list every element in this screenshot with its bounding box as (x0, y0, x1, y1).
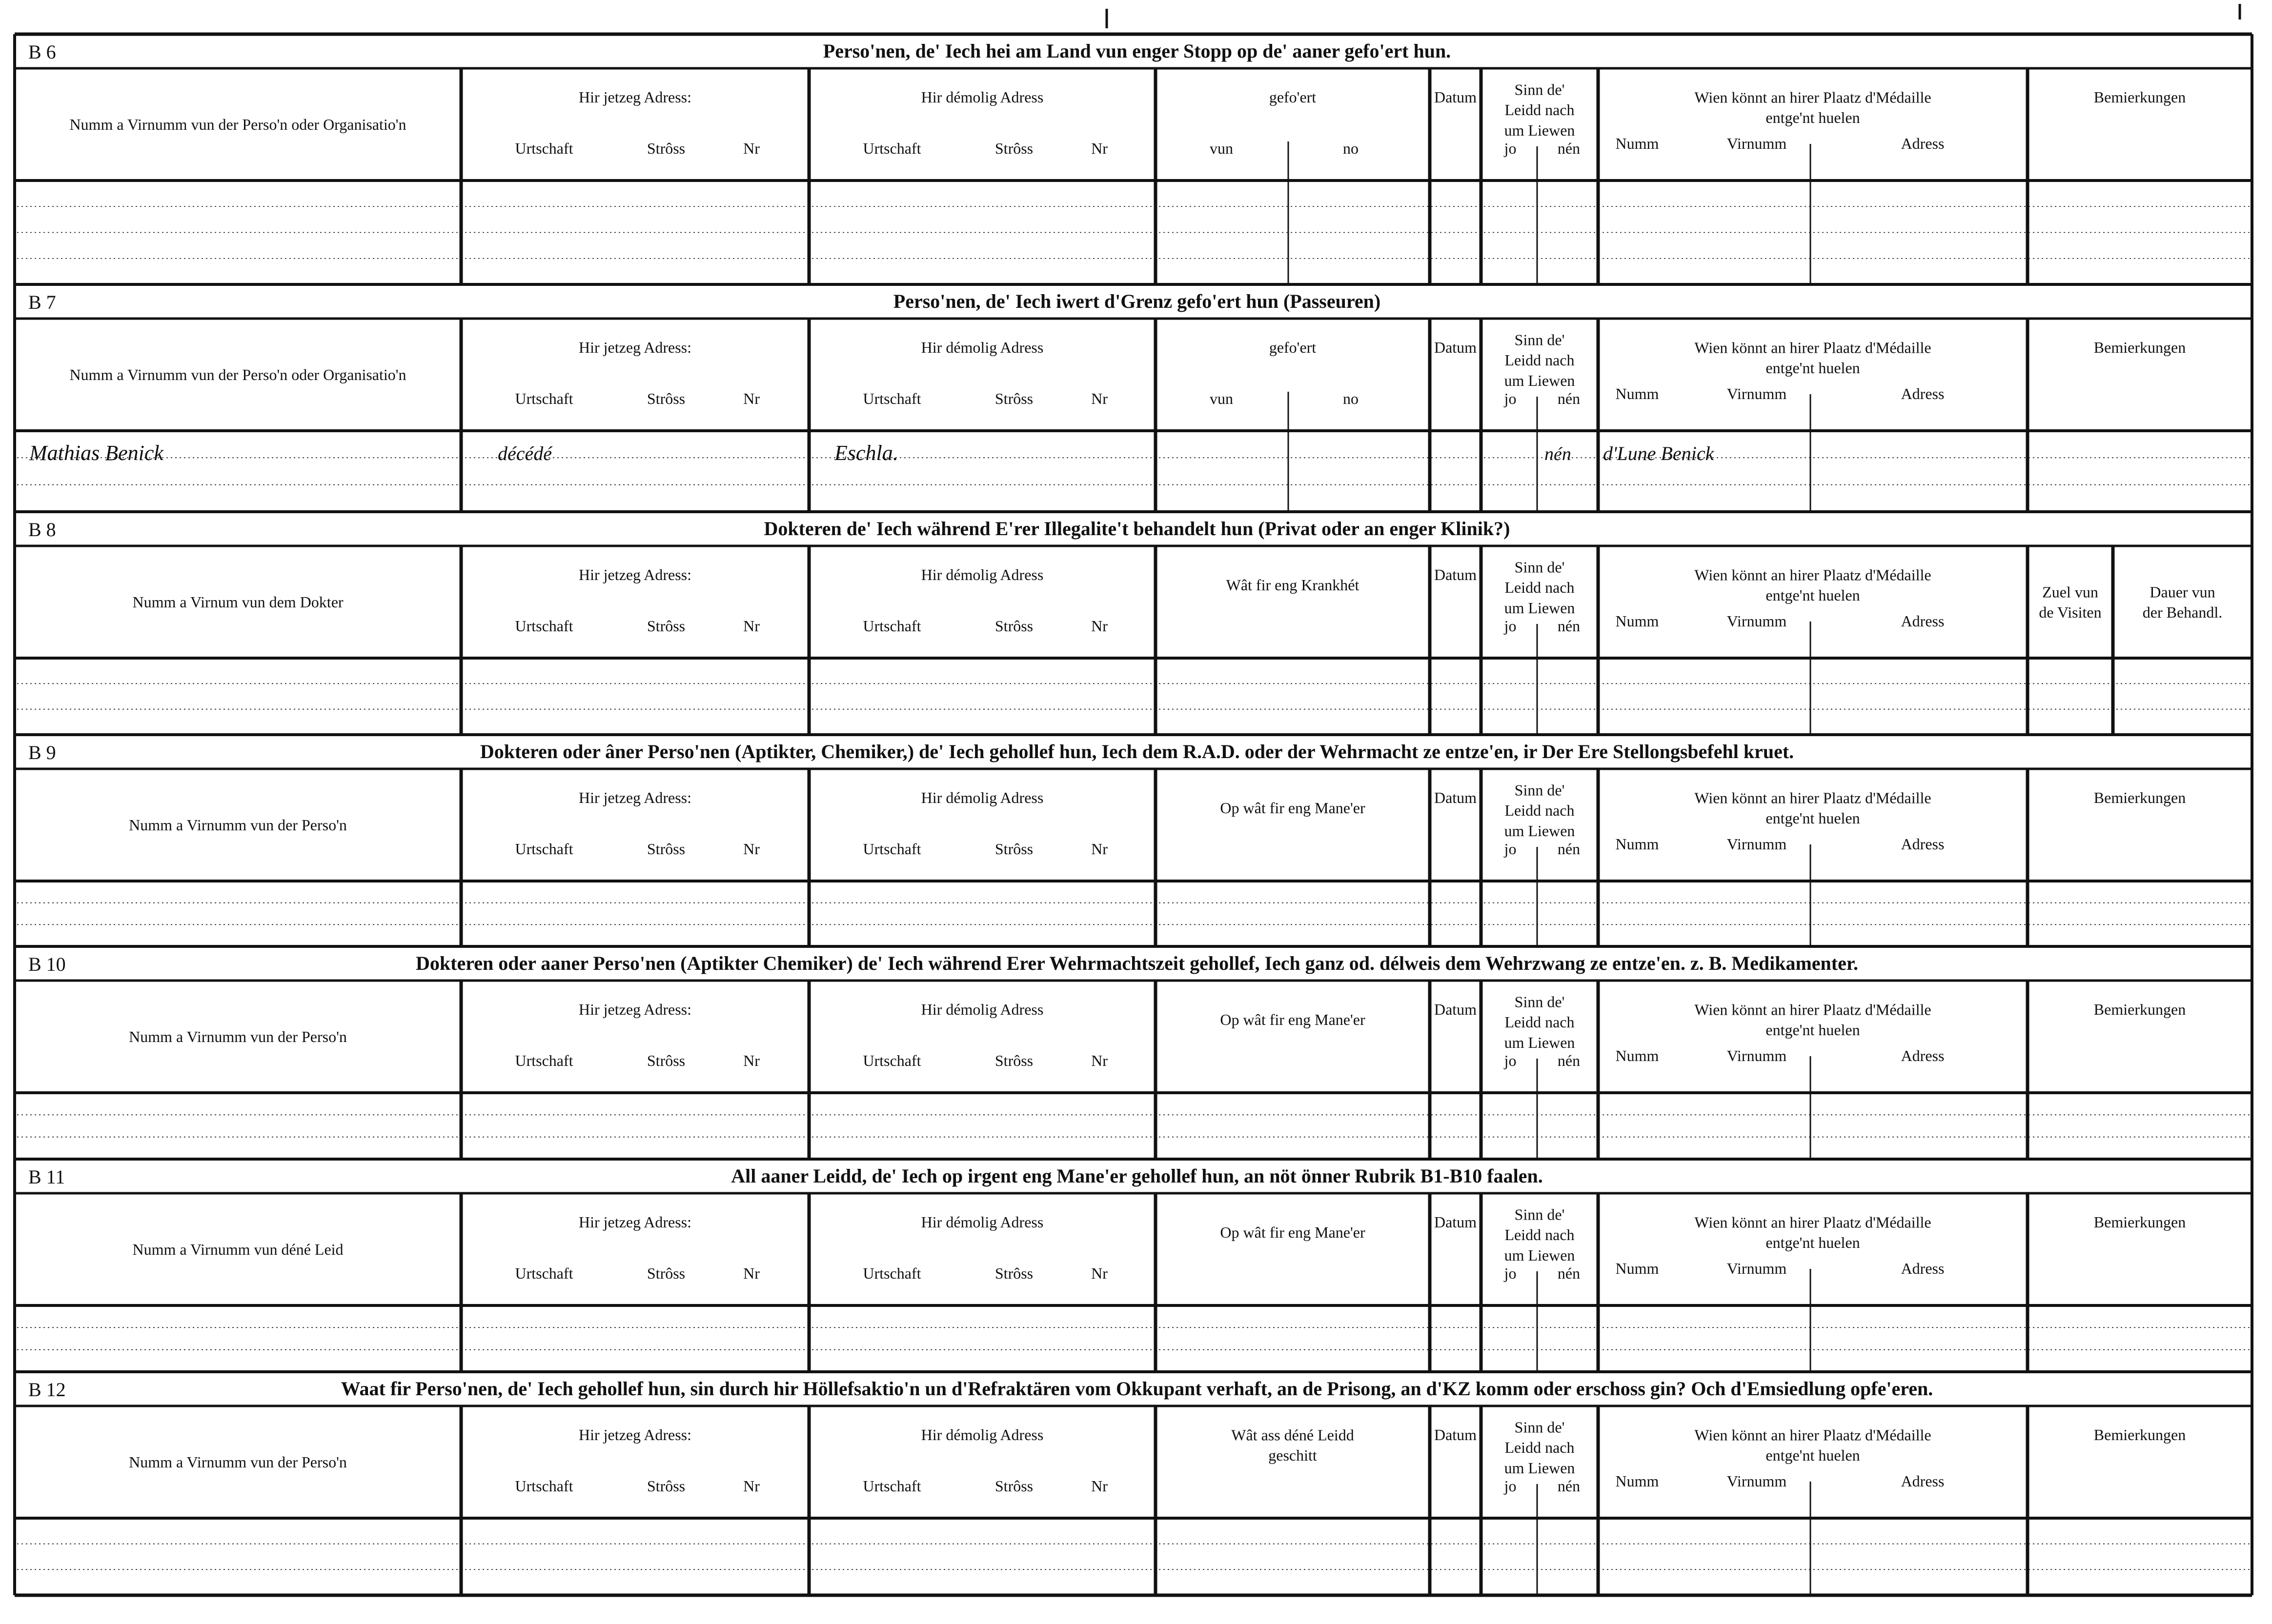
entry-name[interactable]: Mathias Benick (29, 441, 163, 465)
column-header-name: Numm a Virnum vun dem Dokter (132, 593, 344, 611)
column-header-third: Wât fir eng Krankhét (1226, 576, 1359, 594)
sub-label-jo: jo (1504, 1264, 1517, 1282)
column-header-name: Numm a Virnumm vun der Perso'n oder Organisatio'n (69, 366, 406, 384)
sub-label-virnumm: Virnumm (1726, 835, 1787, 853)
sub-label-adress: Adress (1901, 1047, 1945, 1064)
sub-label-nr: Nr (743, 1477, 760, 1495)
section-code: B 12 (28, 1379, 66, 1401)
sub-label-nr: Nr (1091, 140, 1108, 157)
sub-label-nr: Nr (743, 390, 760, 407)
sub-label-urtschaft: Urtschaft (863, 1052, 921, 1069)
sub-label-jo: jo (1504, 140, 1517, 157)
sub-label-nr: Nr (1091, 1477, 1108, 1495)
sub-label-numm: Numm (1615, 1260, 1659, 1277)
column-header-sinn-leidd: Sinn de' (1514, 1205, 1565, 1223)
sub-label-nr: Nr (743, 840, 760, 858)
sub-label-nen: nén (1557, 840, 1581, 858)
column-header-duration: der Behandl. (2142, 603, 2223, 621)
column-header-sinn-leidd: Leidd nach (1504, 351, 1575, 369)
column-header-former-address: Hir démolig Adress (921, 789, 1044, 806)
sub-label-nen: nén (1557, 140, 1581, 157)
entry-current-address[interactable]: décédé (498, 442, 552, 464)
column-header-medal: Wien könnt an hirer Plaatz d'Médaille (1694, 1213, 1931, 1231)
column-header-sinn-leidd: Leidd nach (1504, 579, 1575, 597)
sub-label-adress: Adress (1901, 835, 1945, 853)
sub-label-stross: Strôss (647, 1477, 686, 1495)
column-header-current-address: Hir jetzeg Adress: (578, 789, 692, 806)
column-header-sinn-leidd: Sinn de' (1514, 993, 1565, 1011)
column-header-sinn-leidd: Leidd nach (1504, 802, 1575, 820)
entry-medal-contact[interactable]: d'Lune Benick (1603, 442, 1714, 464)
sub-label-no: no (1343, 390, 1359, 407)
sub-label-stross: Strôss (994, 140, 1034, 157)
sub-label-urtschaft: Urtschaft (863, 840, 921, 858)
section-code: B 8 (28, 519, 56, 541)
sub-label-urtschaft: Urtschaft (863, 617, 921, 635)
sub-label-nen: nén (1557, 1477, 1581, 1495)
sub-label-jo: jo (1504, 1477, 1517, 1495)
sub-label-virnumm: Virnumm (1726, 385, 1787, 402)
column-header-remarks: Bemierkungen (2093, 1213, 2186, 1231)
column-header-datum: Datum (1434, 566, 1477, 583)
sub-label-stross: Strôss (994, 390, 1034, 407)
sub-label-stross: Strôss (647, 617, 686, 635)
column-header-medal: entge'nt huelen (1765, 809, 1860, 827)
sub-label-urtschaft: Urtschaft (863, 140, 921, 157)
sub-label-jo: jo (1504, 1052, 1517, 1069)
column-header-sinn-leidd: Leidd nach (1504, 1226, 1575, 1244)
sub-label-jo: jo (1504, 617, 1517, 635)
sub-label-nr: Nr (1091, 390, 1108, 407)
column-header-medal: entge'nt huelen (1765, 359, 1860, 377)
sub-label-jo: jo (1504, 390, 1517, 407)
column-header-former-address: Hir démolig Adress (921, 88, 1044, 106)
column-header-current-address: Hir jetzeg Adress: (578, 339, 692, 356)
sub-label-urtschaft: Urtschaft (515, 617, 573, 635)
section-code: B 6 (28, 41, 56, 63)
column-header-sinn-leidd: um Liewen (1504, 1459, 1575, 1477)
column-header-sinn-leidd: um Liewen (1504, 121, 1575, 139)
column-header-remarks: Bemierkungen (2093, 88, 2186, 106)
sub-label-nr: Nr (743, 1264, 760, 1282)
column-header-former-address: Hir démolig Adress (921, 339, 1044, 356)
column-header-third: Op wât fir eng Mane'er (1220, 1011, 1365, 1029)
column-header-current-address: Hir jetzeg Adress: (578, 88, 692, 106)
sub-label-nr: Nr (1091, 1052, 1108, 1069)
column-header-third: Wât ass déné Leidd (1231, 1426, 1354, 1444)
sub-label-stross: Strôss (647, 840, 686, 858)
sub-label-stross: Strôss (994, 1264, 1034, 1282)
column-header-sinn-leidd: um Liewen (1504, 371, 1575, 389)
sub-label-nr: Nr (1091, 1264, 1108, 1282)
sub-label-nr: Nr (1091, 617, 1108, 635)
sub-label-nen: nén (1557, 1264, 1581, 1282)
sub-label-virnumm: Virnumm (1726, 1047, 1787, 1064)
sub-label-vun: vun (1210, 140, 1233, 157)
column-header-visits: de Visiten (2039, 603, 2102, 621)
column-header-third: geschitt (1268, 1446, 1317, 1464)
sub-label-numm: Numm (1615, 135, 1659, 152)
column-header-datum: Datum (1434, 339, 1477, 356)
column-header-medal: Wien könnt an hirer Plaatz d'Médaille (1694, 339, 1931, 357)
sub-label-numm: Numm (1615, 835, 1659, 853)
sub-label-stross: Strôss (647, 1052, 686, 1069)
column-header-name: Numm a Virnumm vun der Perso'n (129, 1028, 347, 1046)
sub-label-urtschaft: Urtschaft (515, 1477, 573, 1495)
column-header-remarks: Bemierkungen (2093, 339, 2186, 356)
column-header-current-address: Hir jetzeg Adress: (578, 1213, 692, 1231)
column-header-current-address: Hir jetzeg Adress: (578, 566, 692, 583)
column-header-sinn-leidd: Leidd nach (1504, 1013, 1575, 1031)
column-header-medal: entge'nt huelen (1765, 1234, 1860, 1251)
sub-label-urtschaft: Urtschaft (515, 140, 573, 157)
column-header-visits: Zuel vun (2042, 583, 2098, 601)
column-header-third: Op wât fir eng Mane'er (1220, 1223, 1365, 1242)
section-title: Dokteren oder âner Perso'nen (Aptikter, Chemiker,) de' Iech gehollef hun, Iech dem R.A.D. oder der Wehrmacht ze entze'en, ir Der Ere Stellongsbefehl kruet. (480, 741, 1794, 762)
column-header-gefoert: gefo'ert (1269, 88, 1317, 106)
column-header-sinn-leidd: Sinn de' (1514, 1418, 1565, 1436)
sub-label-nr: Nr (743, 140, 760, 157)
column-header-duration: Dauer vun (2150, 583, 2215, 601)
column-header-medal: Wien könnt an hirer Plaatz d'Médaille (1694, 88, 1931, 106)
column-header-former-address: Hir démolig Adress (921, 566, 1044, 583)
sub-label-stross: Strôss (647, 140, 686, 157)
sub-label-virnumm: Virnumm (1726, 135, 1787, 152)
column-header-sinn-leidd: um Liewen (1504, 822, 1575, 840)
sub-label-numm: Numm (1615, 612, 1659, 630)
sub-label-stross: Strôss (994, 617, 1034, 635)
column-header-medal: entge'nt huelen (1765, 586, 1860, 604)
section-code: B 9 (28, 742, 56, 763)
sub-label-urtschaft: Urtschaft (863, 1264, 921, 1282)
sub-label-nen: nén (1557, 617, 1581, 635)
sub-label-virnumm: Virnumm (1726, 612, 1787, 630)
column-header-datum: Datum (1434, 1001, 1477, 1018)
column-header-medal: Wien könnt an hirer Plaatz d'Médaille (1694, 1001, 1931, 1019)
column-header-remarks: Bemierkungen (2093, 789, 2186, 806)
sub-label-adress: Adress (1901, 612, 1945, 630)
column-header-remarks: Bemierkungen (2093, 1426, 2186, 1444)
sub-label-nr: Nr (1091, 840, 1108, 858)
column-header-gefoert: gefo'ert (1269, 339, 1317, 356)
sub-label-adress: Adress (1901, 1260, 1945, 1277)
section-code: B 10 (28, 953, 66, 975)
sub-label-jo: jo (1504, 840, 1517, 858)
sub-label-nr: Nr (743, 617, 760, 635)
section-code: B 7 (28, 291, 56, 313)
sub-label-adress: Adress (1901, 135, 1945, 152)
column-header-sinn-leidd: Leidd nach (1504, 101, 1575, 119)
sub-label-urtschaft: Urtschaft (515, 390, 573, 407)
column-header-sinn-leidd: Leidd nach (1504, 1439, 1575, 1457)
sub-label-urtschaft: Urtschaft (863, 390, 921, 407)
sub-label-stross: Strôss (994, 1052, 1034, 1069)
column-header-name: Numm a Virnumm vun déné Leid (132, 1241, 344, 1259)
sub-label-adress: Adress (1901, 385, 1945, 402)
sub-label-adress: Adress (1901, 1472, 1945, 1490)
column-header-medal: Wien könnt an hirer Plaatz d'Médaille (1694, 1426, 1931, 1444)
column-header-current-address: Hir jetzeg Adress: (578, 1426, 692, 1444)
section-title: Dokteren de' Iech während E'rer Illegalite't behandelt hun (Privat oder an enger Klinik?) (764, 518, 1510, 540)
column-header-former-address: Hir démolig Adress (921, 1001, 1044, 1018)
column-header-datum: Datum (1434, 789, 1477, 806)
column-header-former-address: Hir démolig Adress (921, 1426, 1044, 1444)
sub-label-nen: nén (1557, 390, 1581, 407)
column-header-datum: Datum (1434, 1426, 1477, 1444)
column-header-current-address: Hir jetzeg Adress: (578, 1001, 692, 1018)
section-title: Perso'nen, de' Iech iwert d'Grenz gefo'ert hun (Passeuren) (893, 290, 1381, 312)
sub-label-numm: Numm (1615, 385, 1659, 402)
sub-label-urtschaft: Urtschaft (863, 1477, 921, 1495)
column-header-sinn-leidd: Sinn de' (1514, 331, 1565, 349)
section-code: B 11 (28, 1166, 65, 1188)
column-header-name: Numm a Virnumm vun der Perso'n (129, 816, 347, 834)
section-title: Perso'nen, de' Iech hei am Land vun enger Stopp op de' aaner gefo'ert hun. (823, 40, 1451, 62)
column-header-sinn-leidd: Sinn de' (1514, 80, 1565, 99)
column-header-datum: Datum (1434, 88, 1477, 106)
sub-label-nr: Nr (743, 1052, 760, 1069)
sub-label-stross: Strôss (647, 390, 686, 407)
column-header-medal: entge'nt huelen (1765, 109, 1860, 126)
section-title: Waat fir Perso'nen, de' Iech gehollef hun, sin durch hir Höllefsaktio'n un d'Refraktären vom Okkupant verhaft, an de Prisong, an d'KZ komm oder erschoss gin? Och d'Emsiedlung opfe'eren. (341, 1378, 1933, 1400)
column-header-sinn-leidd: um Liewen (1504, 599, 1575, 617)
sub-label-numm: Numm (1615, 1472, 1659, 1490)
sub-label-urtschaft: Urtschaft (515, 1264, 573, 1282)
sub-label-numm: Numm (1615, 1047, 1659, 1064)
column-header-name: Numm a Virnumm vun der Perso'n oder Organisatio'n (69, 116, 406, 134)
sub-label-urtschaft: Urtschaft (515, 1052, 573, 1069)
column-header-sinn-leidd: um Liewen (1504, 1246, 1575, 1264)
column-header-sinn-leidd: Sinn de' (1514, 781, 1565, 799)
column-header-third: Op wât fir eng Mane'er (1220, 799, 1365, 817)
sub-label-no: no (1343, 140, 1359, 157)
column-header-medal: Wien könnt an hirer Plaatz d'Médaille (1694, 566, 1931, 584)
column-header-former-address: Hir démolig Adress (921, 1213, 1044, 1231)
column-header-medal: entge'nt huelen (1765, 1021, 1860, 1039)
column-header-medal: Wien könnt an hirer Plaatz d'Médaille (1694, 789, 1931, 807)
entry-former-address[interactable]: Eschla. (834, 441, 898, 465)
column-header-name: Numm a Virnumm vun der Perso'n (129, 1453, 347, 1471)
sub-label-stross: Strôss (647, 1264, 686, 1282)
sub-label-urtschaft: Urtschaft (515, 840, 573, 858)
section-title: Dokteren oder aaner Perso'nen (Aptikter Chemiker) de' Iech während Erer Wehrmachtszeit gehollef, Iech ganz od. délweis dem Wehrzwang ze entze'en. z. B. Medikamenter. (416, 952, 1858, 974)
sub-label-virnumm: Virnumm (1726, 1260, 1787, 1277)
column-header-medal: entge'nt huelen (1765, 1446, 1860, 1464)
column-header-sinn-leidd: Sinn de' (1514, 558, 1565, 576)
column-header-sinn-leidd: um Liewen (1504, 1033, 1575, 1051)
sub-label-nen: nén (1557, 1052, 1581, 1069)
sub-label-stross: Strôss (994, 1477, 1034, 1495)
section-title: All aaner Leidd, de' Iech op irgent eng Mane'er gehollef hun, an nöt önner Rubrik B1-B10 faalen. (731, 1165, 1543, 1187)
column-header-remarks: Bemierkungen (2093, 1001, 2186, 1018)
column-header-datum: Datum (1434, 1213, 1477, 1231)
sub-label-virnumm: Virnumm (1726, 1472, 1787, 1490)
entry-sinn-leidd[interactable]: nén (1544, 444, 1571, 464)
sub-label-stross: Strôss (994, 840, 1034, 858)
sub-label-vun: vun (1210, 390, 1233, 407)
